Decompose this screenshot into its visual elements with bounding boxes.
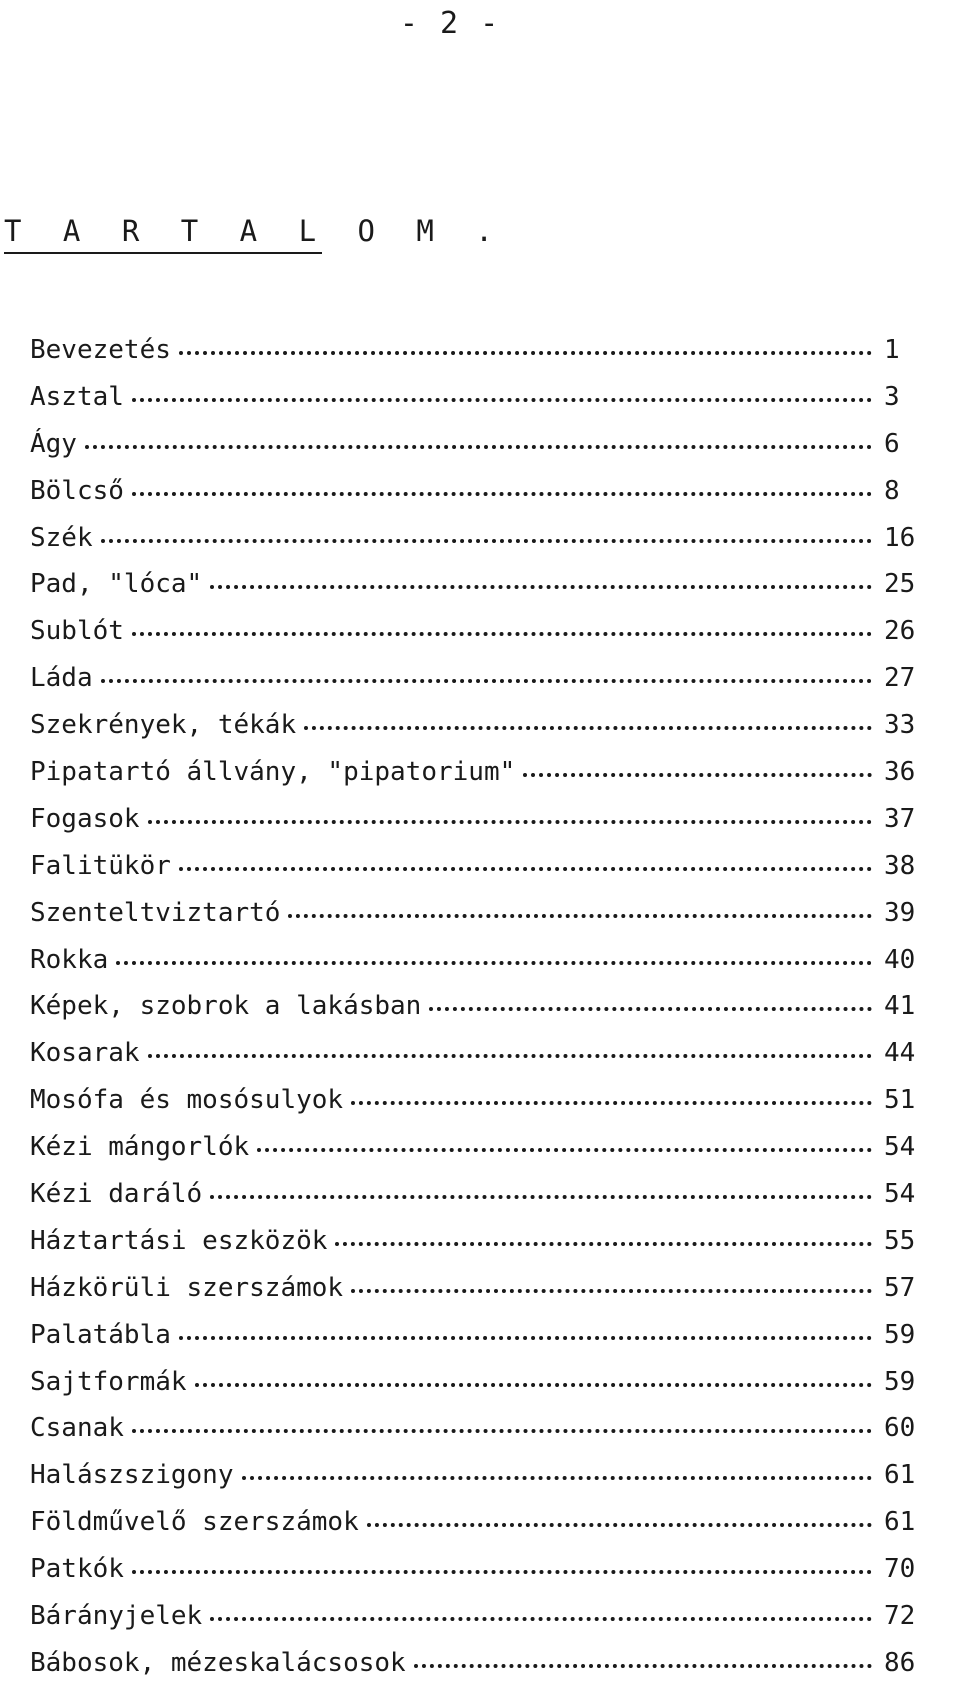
toc-entry-page: 70 xyxy=(884,1554,916,1585)
toc-entry-title: Kosarak xyxy=(30,1038,140,1069)
toc-entry-page: 51 xyxy=(884,1085,916,1116)
toc-entry-title: Patkók xyxy=(30,1554,124,1585)
toc-entry xyxy=(30,1085,930,1132)
toc-entry xyxy=(30,1460,930,1507)
toc-entry xyxy=(30,616,930,663)
toc-entry-page: 55 xyxy=(884,1225,916,1256)
toc-entry-page: 54 xyxy=(884,1179,916,1210)
toc-entry-page: 44 xyxy=(884,1038,916,1069)
dot-leader xyxy=(148,1054,872,1058)
dot-leader xyxy=(148,820,872,824)
toc-entry-page: 38 xyxy=(884,850,916,881)
dot-leader xyxy=(116,961,872,965)
toc-entry-page: 26 xyxy=(884,616,916,647)
toc-entry-title: Láda xyxy=(30,663,93,694)
page-number: - 2 - xyxy=(399,6,501,41)
dot-leader xyxy=(304,726,872,730)
toc-entry xyxy=(30,1554,930,1601)
dot-leader xyxy=(210,585,872,589)
toc-entry-page: 60 xyxy=(884,1413,916,1444)
table-of-contents xyxy=(30,335,930,1695)
toc-entry xyxy=(30,991,930,1038)
toc-entry-page: 59 xyxy=(884,1366,916,1397)
toc-entry xyxy=(30,429,930,476)
toc-entry-page: 16 xyxy=(884,522,916,553)
dot-leader xyxy=(335,1242,872,1246)
toc-entry xyxy=(30,1320,930,1367)
toc-entry xyxy=(30,1038,930,1085)
toc-entry-title: Falitükör xyxy=(30,850,171,881)
dot-leader xyxy=(195,1383,872,1387)
toc-entry-title: Földművelő szerszámok xyxy=(30,1507,359,1538)
toc-entry xyxy=(30,1226,930,1273)
toc-entry xyxy=(30,523,930,570)
dot-leader xyxy=(101,539,872,543)
toc-entry-title: Halászszigony xyxy=(30,1460,234,1491)
toc-entry-title: Kézi daráló xyxy=(30,1179,203,1210)
toc-entry-page: 54 xyxy=(884,1132,916,1163)
toc-entry-page: 6 xyxy=(884,428,900,459)
dot-leader xyxy=(351,1101,872,1105)
toc-entry-title: Pad, "lóca" xyxy=(30,569,203,600)
toc-entry-title: Pipatartó állvány, "pipatorium" xyxy=(30,757,516,788)
toc-entry-page: 33 xyxy=(884,710,916,741)
toc-entry-title: Házkörüli szerszámok xyxy=(30,1272,344,1303)
toc-entry xyxy=(30,1273,930,1320)
dot-leader xyxy=(132,398,872,402)
toc-entry-page: 8 xyxy=(884,475,900,506)
dot-leader xyxy=(101,679,872,683)
toc-entry-title: Képek, szobrok a lakásban xyxy=(30,991,422,1022)
toc-entry-title: Bölcső xyxy=(30,475,124,506)
toc-entry-title: Palatábla xyxy=(30,1319,171,1350)
toc-entry-page: 25 xyxy=(884,569,916,600)
toc-entry xyxy=(30,1601,930,1648)
toc-entry xyxy=(30,476,930,523)
toc-entry xyxy=(30,945,930,992)
toc-entry xyxy=(30,1179,930,1226)
dot-leader xyxy=(85,445,872,449)
toc-entry-title: Fogasok xyxy=(30,803,140,834)
toc-entry xyxy=(30,804,930,851)
toc-entry-title: Bábosok, mézeskalácsosok xyxy=(30,1647,406,1678)
toc-entry-page: 40 xyxy=(884,944,916,975)
toc-entry xyxy=(30,335,930,382)
toc-entry-title: Bárányjelek xyxy=(30,1601,203,1632)
dot-leader xyxy=(132,1429,872,1433)
toc-entry-title: Háztartási eszközök xyxy=(30,1225,328,1256)
dot-leader xyxy=(242,1476,873,1480)
dot-leader xyxy=(210,1617,872,1621)
toc-entry-page: 39 xyxy=(884,897,916,928)
toc-entry-page: 3 xyxy=(884,381,900,412)
toc-entry-page: 86 xyxy=(884,1647,916,1678)
toc-entry-title: Bevezetés xyxy=(30,335,171,365)
toc-entry-title: Szenteltviztartó xyxy=(30,897,281,928)
toc-entry xyxy=(30,898,930,945)
dot-leader xyxy=(132,492,872,496)
toc-entry xyxy=(30,1413,930,1460)
dot-leader xyxy=(523,773,872,777)
dot-leader xyxy=(179,351,872,355)
dot-leader xyxy=(132,1570,872,1574)
dot-leader xyxy=(367,1523,872,1527)
toc-entry xyxy=(30,1507,930,1554)
toc-entry-page: 57 xyxy=(884,1272,916,1303)
toc-entry xyxy=(30,1132,930,1179)
toc-entry-title: Szék xyxy=(30,522,93,553)
toc-entry-title: Sublót xyxy=(30,616,124,647)
toc-entry xyxy=(30,663,930,710)
toc-entry-page: 72 xyxy=(884,1601,916,1632)
dot-leader xyxy=(351,1289,872,1293)
toc-entry-page: 1 xyxy=(884,335,900,365)
dot-leader xyxy=(179,1336,872,1340)
toc-entry-title: Rokka xyxy=(30,944,109,975)
toc-entry-page: 59 xyxy=(884,1319,916,1350)
toc-entry-title: Sajtformák xyxy=(30,1366,187,1397)
toc-entry-title: Szekrények, tékák xyxy=(30,710,297,741)
toc-entry xyxy=(30,710,930,757)
toc-entry-page: 37 xyxy=(884,803,916,834)
toc-entry xyxy=(30,1367,930,1414)
dot-leader xyxy=(210,1195,872,1199)
dot-leader xyxy=(414,1664,872,1668)
toc-entry-page: 61 xyxy=(884,1507,916,1538)
toc-entry-page: 41 xyxy=(884,991,916,1022)
toc-entry-title: Kézi mángorlók xyxy=(30,1132,250,1163)
toc-entry-page: 27 xyxy=(884,663,916,694)
dot-leader xyxy=(132,632,872,636)
dot-leader xyxy=(257,1148,872,1152)
toc-entry-page: 36 xyxy=(884,757,916,788)
dot-leader xyxy=(288,914,872,918)
toc-entry xyxy=(30,1648,930,1695)
toc-entry xyxy=(30,851,930,898)
dot-leader xyxy=(179,867,872,871)
toc-entry-title: Asztal xyxy=(30,381,124,412)
toc-entry xyxy=(30,569,930,616)
toc-heading: T A R T A L O M . xyxy=(4,214,322,254)
dot-leader xyxy=(429,1007,872,1011)
toc-entry-title: Ágy xyxy=(30,428,77,459)
toc-entry-title: Mosófa és mosósulyok xyxy=(30,1085,344,1116)
toc-entry xyxy=(30,757,930,804)
toc-entry-page: 61 xyxy=(884,1460,916,1491)
toc-entry-title: Csanak xyxy=(30,1413,124,1444)
toc-entry xyxy=(30,382,930,429)
